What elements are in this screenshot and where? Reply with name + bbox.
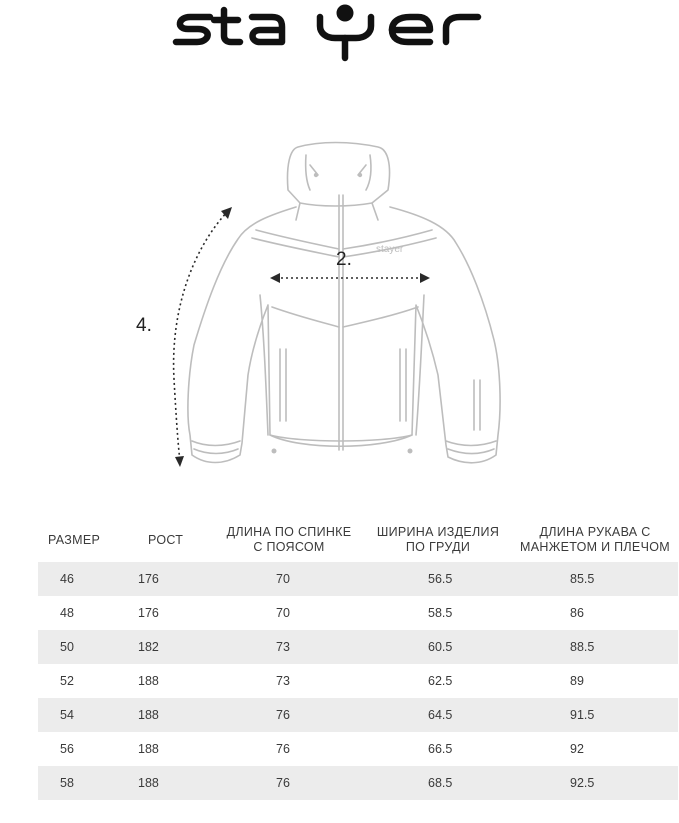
cell-chest-width: 62.5 [364, 664, 512, 698]
brand-logo [0, 0, 679, 70]
jacket-diagram [120, 135, 520, 485]
table-header-row [38, 518, 678, 562]
cell-chest-width: 66.5 [364, 732, 512, 766]
cell-height: 182 [124, 630, 214, 664]
cell-sleeve-length: 86 [512, 596, 678, 630]
width-measure-label: 2. [336, 249, 352, 270]
cell-size: 56 [38, 732, 124, 766]
cell-height: 176 [124, 562, 214, 596]
cell-size: 54 [38, 698, 124, 732]
cell-sleeve-length: 88.5 [512, 630, 678, 664]
cell-back-length: 76 [214, 698, 364, 732]
cell-size: 50 [38, 630, 124, 664]
header-back-length: ДЛИНА ПО СПИНКЕ С ПОЯСОМ [226, 525, 352, 554]
cell-height: 188 [124, 766, 214, 800]
cell-back-length: 76 [214, 766, 364, 800]
header-chest-width: ШИРИНА ИЗДЕЛИЯ ПО ГРУДИ [376, 525, 500, 554]
cell-back-length: 70 [214, 596, 364, 630]
table-row [38, 630, 678, 664]
table-row [38, 766, 678, 800]
table-row [38, 562, 678, 596]
cell-chest-width: 58.5 [364, 596, 512, 630]
cell-sleeve-length: 92.5 [512, 766, 678, 800]
cell-back-length: 73 [214, 630, 364, 664]
cell-size: 58 [38, 766, 124, 800]
header-sleeve-length: ДЛИНА РУКАВА С МАНЖЕТОМ И ПЛЕЧОМ [520, 525, 670, 554]
table-row [38, 664, 678, 698]
cell-size: 48 [38, 596, 124, 630]
cell-sleeve-length: 89 [512, 664, 678, 698]
cell-back-length: 73 [214, 664, 364, 698]
cell-height: 188 [124, 732, 214, 766]
cell-height: 188 [124, 698, 214, 732]
cell-sleeve-length: 85.5 [512, 562, 678, 596]
table-row [38, 596, 678, 630]
cell-chest-width: 68.5 [364, 766, 512, 800]
table-row [38, 698, 678, 732]
cell-back-length: 76 [214, 732, 364, 766]
cell-chest-width: 56.5 [364, 562, 512, 596]
sleeve-measure-label: 4. [136, 315, 152, 336]
cell-height: 188 [124, 664, 214, 698]
cell-sleeve-length: 92 [512, 732, 678, 766]
size-chart-table [38, 518, 678, 800]
stayer-logo-icon [0, 0, 679, 70]
cell-size: 52 [38, 664, 124, 698]
header-size: РАЗМЕР [48, 532, 101, 547]
cell-chest-width: 60.5 [364, 630, 512, 664]
cell-height: 176 [124, 596, 214, 630]
header-height: РОСТ [148, 532, 184, 547]
cell-size: 46 [38, 562, 124, 596]
jacket-logo-text: stayer [376, 244, 404, 255]
cell-chest-width: 64.5 [364, 698, 512, 732]
cell-back-length: 70 [214, 562, 364, 596]
table-row [38, 732, 678, 766]
cell-sleeve-length: 91.5 [512, 698, 678, 732]
